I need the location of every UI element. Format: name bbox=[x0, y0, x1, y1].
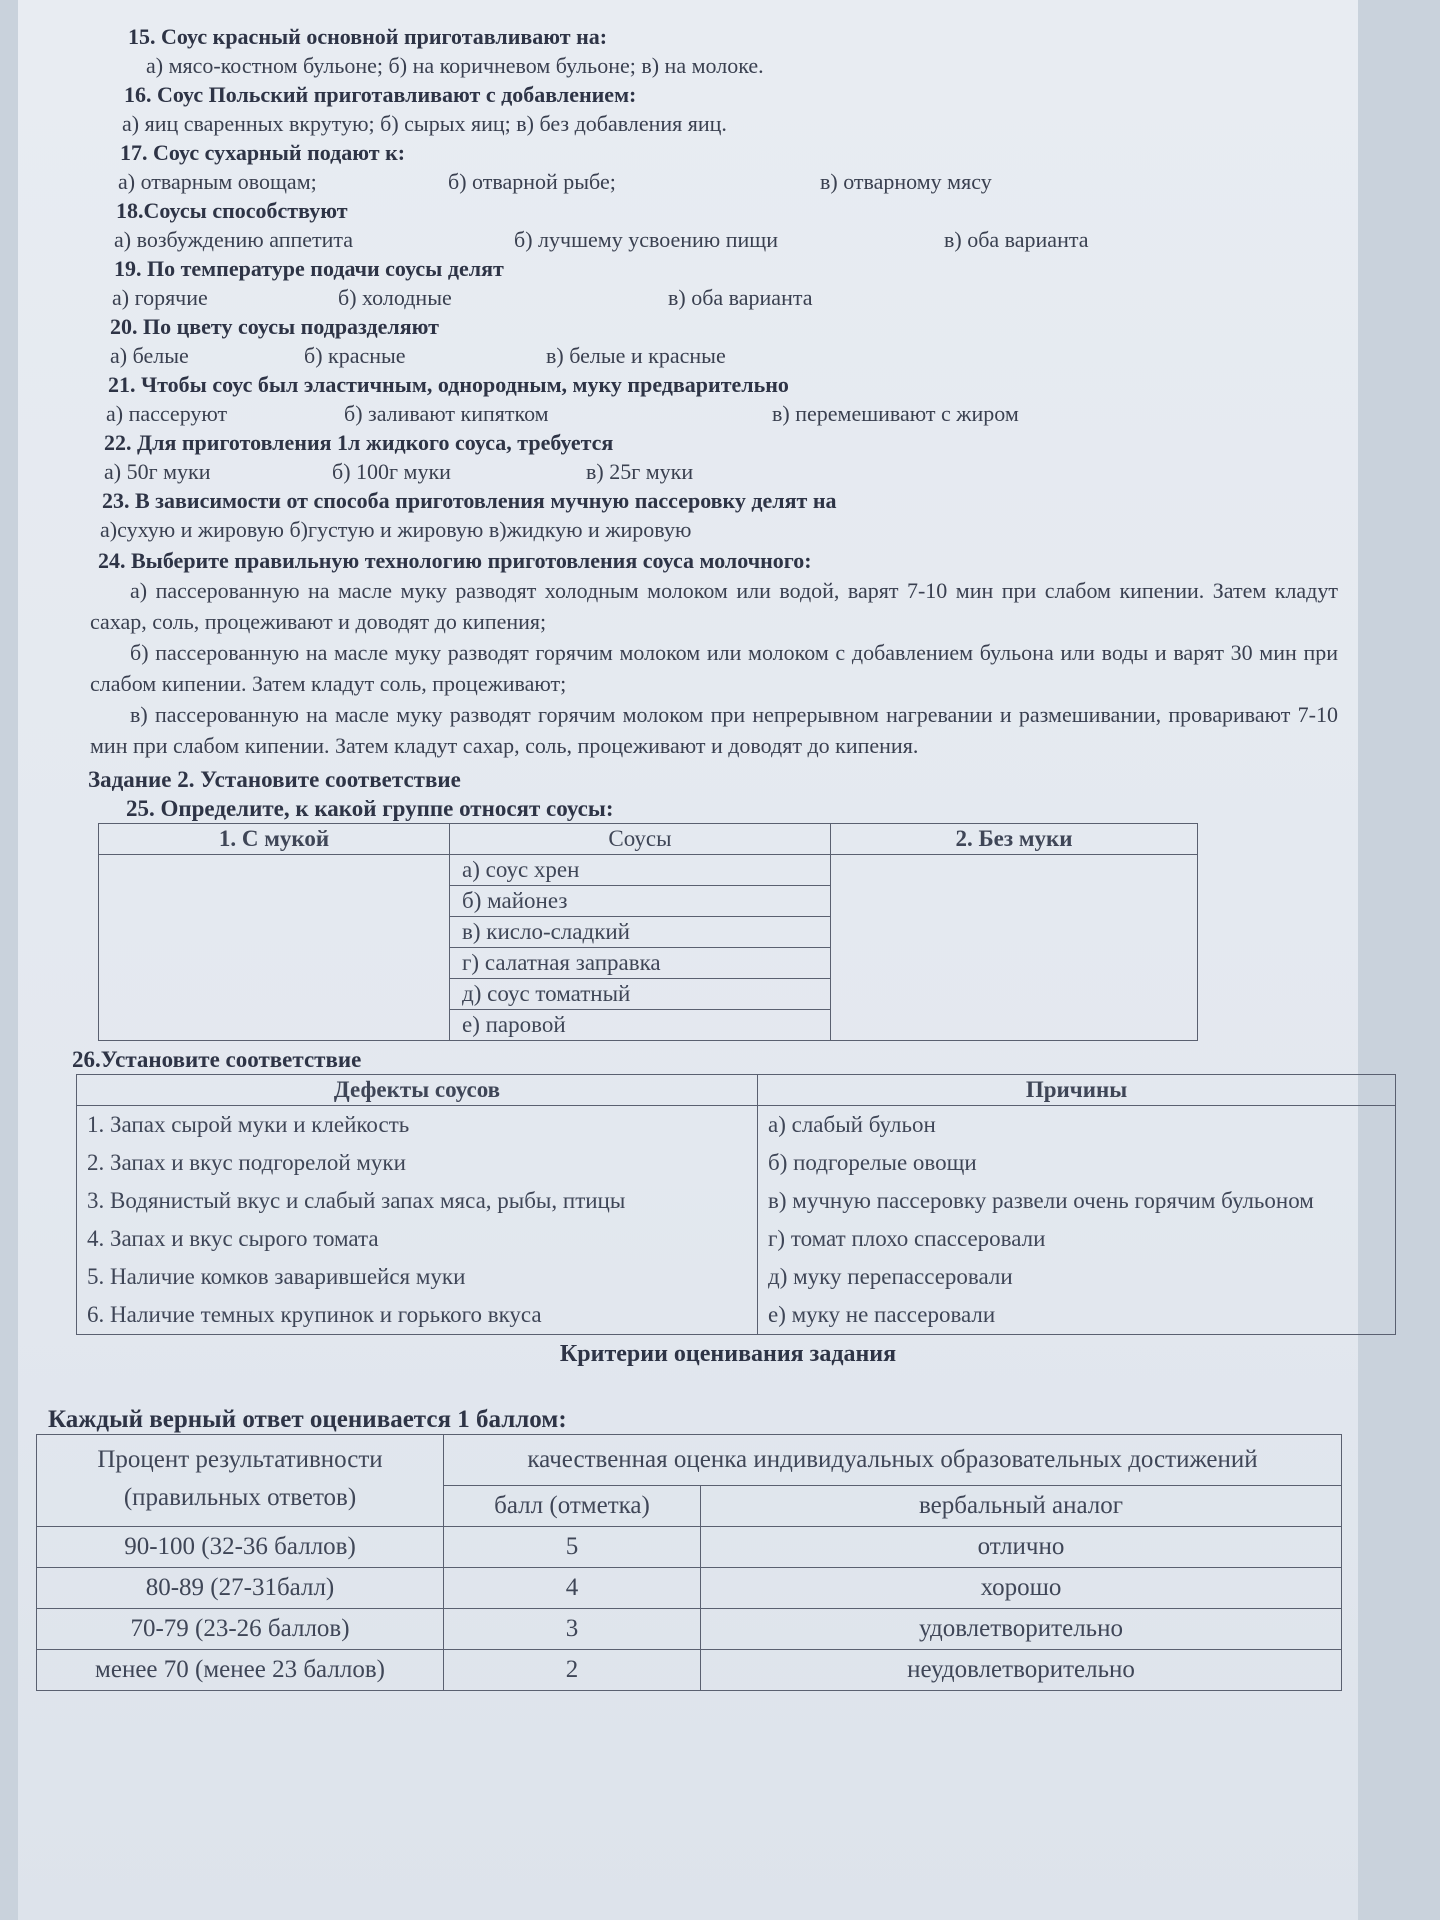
question-15-title: 15. Соус красный основной приготавливают на: bbox=[128, 24, 608, 49]
sauce-item: а) соус хрен bbox=[450, 855, 831, 886]
question-15-options: а) мясо-костном бульоне; б) на коричневом бульоне; в) на молоке. bbox=[146, 53, 764, 78]
question-17-title: 17. Соус сухарный подают к: bbox=[120, 140, 406, 165]
question-23-options: а)сухую и жировую б)густую и жировую в)жидкую и жировую bbox=[100, 517, 692, 542]
defect-cell: 1. Запах сырой муки и клейкость bbox=[77, 1106, 758, 1145]
option: а) белые bbox=[110, 343, 189, 368]
option: в) белые и красные bbox=[546, 343, 726, 368]
question-24-option-a: а) пассерованную на масле муку разводят холодным молоком или водой, варят 7-10 мин при слабом кипении. Затем кладут сахар, соль, процеживают и доводят до кипения; bbox=[90, 578, 1338, 634]
verbal-cell: удовлетворительно bbox=[701, 1609, 1342, 1650]
score-cell: 3 bbox=[444, 1609, 701, 1650]
paper-sheet bbox=[18, 0, 1358, 1920]
question-16-title: 16. Соус Польский приготавливают с добавлением: bbox=[124, 82, 637, 107]
question-24-option-c: в) пассерованную на масле муку разводят горячим молоком при непрерывном нагревании и размешивании, проваривают 7-10 мин при слабом кипении. Затем кладут сахар, соль, процеживают и доводят до кипения. bbox=[90, 702, 1338, 758]
with-flour-cell bbox=[99, 855, 450, 1041]
cause-cell: а) слабый бульон bbox=[758, 1106, 1396, 1145]
question-18-title: 18.Соусы способствуют bbox=[116, 198, 348, 223]
question-18-options bbox=[88, 225, 1368, 254]
option: б) отварной рыбе; bbox=[448, 169, 616, 194]
sauce-item: е) паровой bbox=[450, 1010, 831, 1041]
column-header: Соусы bbox=[450, 824, 831, 855]
question-21-title: 21. Чтобы соус был эластичным, однородным, муку предварительно bbox=[108, 372, 789, 397]
percent-cell: 70-79 (23-26 баллов) bbox=[37, 1609, 444, 1650]
sauce-item: д) соус томатный bbox=[450, 979, 831, 1010]
option: б) 100г муки bbox=[332, 459, 451, 484]
task-2-heading: Задание 2. Установите соответствие bbox=[88, 767, 461, 792]
percent-cell: 90-100 (32-36 баллов) bbox=[37, 1527, 444, 1568]
option: а) возбуждению аппетита bbox=[114, 227, 354, 252]
question-17-options bbox=[88, 167, 1368, 196]
option: а) отварным овощам; bbox=[118, 169, 317, 194]
column-header: качественная оценка индивидуальных образовательных достижений bbox=[444, 1435, 1342, 1486]
column-header: Дефекты соусов bbox=[77, 1075, 758, 1106]
sauce-item: г) салатная заправка bbox=[450, 948, 831, 979]
question-19-options bbox=[88, 283, 1368, 312]
question-25-table bbox=[98, 823, 1198, 1041]
criteria-heading: Критерии оценивания задания bbox=[559, 1341, 897, 1367]
verbal-cell: отлично bbox=[701, 1527, 1342, 1568]
sauce-item: в) кисло-сладкий bbox=[450, 917, 831, 948]
verbal-cell: хорошо bbox=[701, 1568, 1342, 1609]
question-16-options: а) яиц сваренных вкрутую; б) сырых яиц; в) без добавления яиц. bbox=[122, 111, 727, 136]
option: а) пассеруют bbox=[106, 401, 228, 426]
option: а) 50г муки bbox=[104, 459, 211, 484]
cause-cell: г) томат плохо спассеровали bbox=[758, 1220, 1396, 1258]
without-flour-cell bbox=[831, 855, 1198, 1041]
column-header: балл (отметка) bbox=[444, 1486, 701, 1527]
defect-cell: 2. Запах и вкус подгорелой муки bbox=[77, 1144, 758, 1182]
score-cell: 2 bbox=[444, 1650, 701, 1691]
cause-cell: д) муку перепассеровали bbox=[758, 1258, 1396, 1296]
question-23-title: 23. В зависимости от способа приготовления мучную пассеровку делят на bbox=[102, 488, 837, 513]
option: а) горячие bbox=[112, 285, 208, 310]
defect-cell: 3. Водянистый вкус и слабый запах мяса, рыбы, птицы bbox=[77, 1182, 758, 1220]
question-22-options bbox=[88, 457, 1368, 486]
question-25-title: 25. Определите, к какой группе относят соусы: bbox=[126, 796, 614, 821]
score-cell: 4 bbox=[444, 1568, 701, 1609]
option: б) заливают кипятком bbox=[344, 401, 549, 426]
cause-cell: е) муку не пассеровали bbox=[758, 1296, 1396, 1335]
verbal-cell: неудовлетворительно bbox=[701, 1650, 1342, 1691]
sauce-item: б) майонез bbox=[450, 886, 831, 917]
question-20-options bbox=[88, 341, 1368, 370]
question-22-title: 22. Для приготовления 1л жидкого соуса, требуется bbox=[104, 430, 614, 455]
column-header: Причины bbox=[758, 1075, 1396, 1106]
column-header: 1. С мукой bbox=[99, 824, 450, 855]
defect-cell: 6. Наличие темных крупинок и горького вкуса bbox=[77, 1296, 758, 1335]
cause-cell: в) мучную пассеровку развели очень горячим бульоном bbox=[758, 1182, 1396, 1220]
option: в) 25г муки bbox=[586, 459, 694, 484]
option: в) перемешивают с жиром bbox=[772, 401, 1019, 426]
percent-cell: менее 70 (менее 23 баллов) bbox=[37, 1650, 444, 1691]
question-24-option-b: б) пассерованную на масле муку разводят горячим молоком или молоком с добавлением бульона или воды и варят 30 мин при слабом кипении. Затем кладут соль, процеживают; bbox=[90, 640, 1338, 696]
column-header: 2. Без муки bbox=[831, 824, 1198, 855]
option: в) оба варианта bbox=[944, 227, 1089, 252]
defect-cell: 4. Запах и вкус сырого томата bbox=[77, 1220, 758, 1258]
defect-cell: 5. Наличие комков заварившейся муки bbox=[77, 1258, 758, 1296]
percent-cell: 80-89 (27-31балл) bbox=[37, 1568, 444, 1609]
question-19-title: 19. По температуре подачи соусы делят bbox=[114, 256, 504, 281]
column-header: Процент результативности (правильных ответов) bbox=[37, 1435, 444, 1527]
option: в) отварному мясу bbox=[820, 169, 992, 194]
question-24-title: 24. Выберите правильную технологию приготовления соуса молочного: bbox=[98, 548, 812, 573]
option: б) красные bbox=[304, 343, 406, 368]
option: б) лучшему усвоению пищи bbox=[514, 227, 778, 252]
document-content bbox=[48, 22, 1368, 1691]
question-26-title: 26.Установите соответствие bbox=[72, 1047, 362, 1072]
criteria-table bbox=[36, 1434, 1342, 1691]
cause-cell: б) подгорелые овощи bbox=[758, 1144, 1396, 1182]
score-cell: 5 bbox=[444, 1527, 701, 1568]
criteria-note: Каждый верный ответ оценивается 1 баллом: bbox=[48, 1406, 567, 1433]
option: б) холодные bbox=[338, 285, 452, 310]
question-21-options bbox=[88, 399, 1368, 428]
option: в) оба варианта bbox=[668, 285, 813, 310]
column-header: вербальный аналог bbox=[701, 1486, 1342, 1527]
question-20-title: 20. По цвету соусы подразделяют bbox=[110, 314, 439, 339]
question-26-table bbox=[76, 1074, 1396, 1335]
